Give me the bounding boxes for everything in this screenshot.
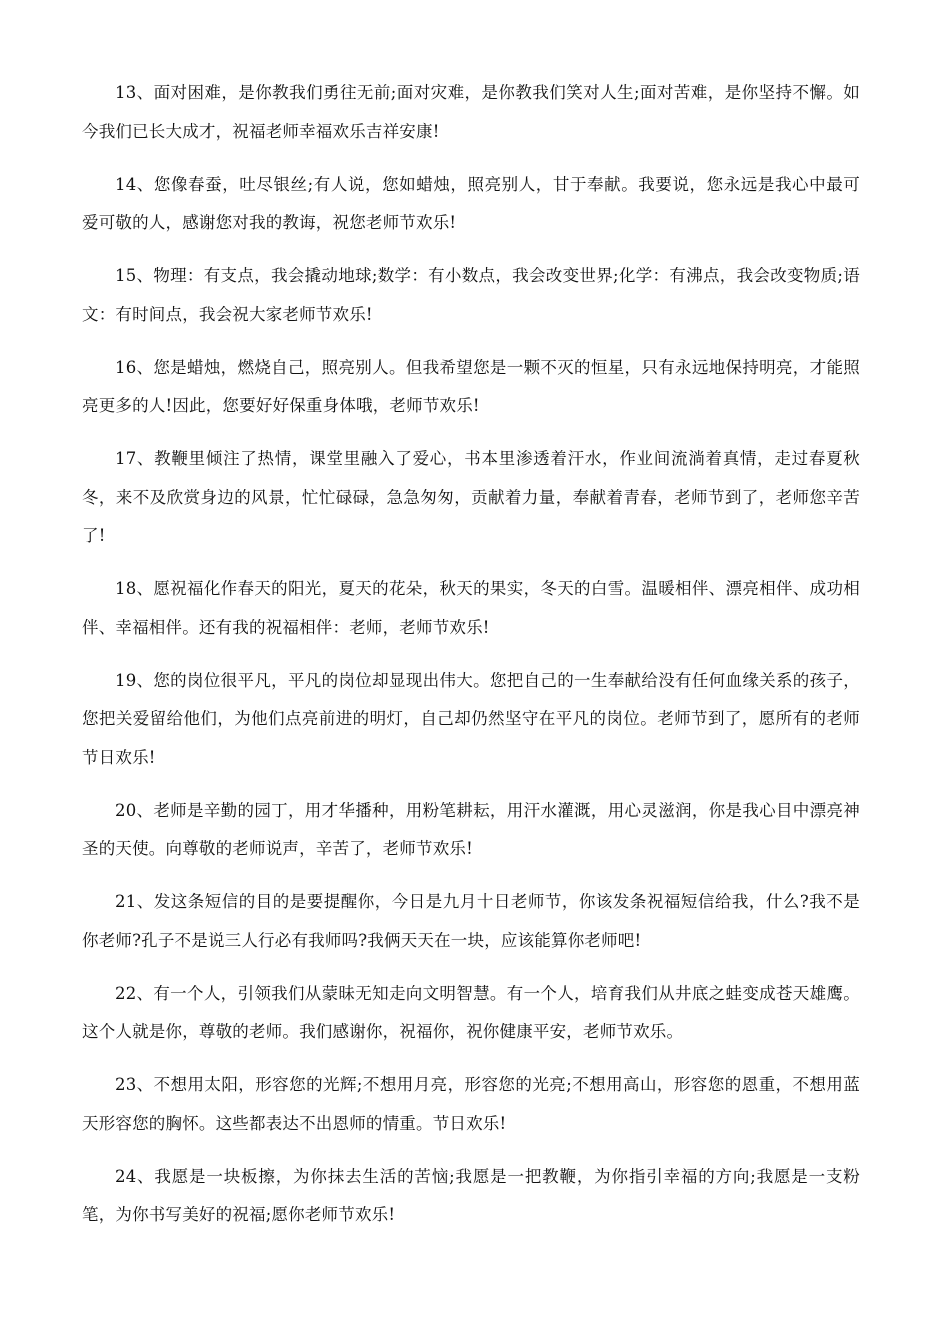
paragraph-23: 23、不想用太阳，形容您的光辉;不想用月亮，形容您的光亮;不想用高山，形容您的恩重，不想用蓝天形容您的胸怀。这些都表达不出恩师的情重。节日欢乐! xyxy=(82,1075,860,1133)
paragraph-16: 16、您是蜡烛，燃烧自己，照亮别人。但我希望您是一颗不灭的恒星，只有永远地保持明亮，才能照亮更多的人!因此，您要好好保重身体哦，老师节欢乐! xyxy=(82,357,860,415)
paragraph-24: 24、我愿是一块板擦，为你抹去生活的苦恼;我愿是一把教鞭，为你指引幸福的方向;我愿是一支粉笔，为你书写美好的祝福;愿你老师节欢乐! xyxy=(82,1166,860,1224)
document-body xyxy=(82,74,860,1249)
paragraph-19: 19、您的岗位很平凡，平凡的岗位却显现出伟大。您把自己的一生奉献给没有任何血缘关系的孩子，您把关爱留给他们，为他们点亮前进的明灯，自己却仍然坚守在平凡的岗位。老师节到了，愿所有的老师节日欢乐! xyxy=(82,670,860,767)
paragraph-15: 15、物理：有支点，我会撬动地球;数学：有小数点，我会改变世界;化学：有沸点，我会改变物质;语文：有时间点，我会祝大家老师节欢乐! xyxy=(82,266,860,324)
paragraph-22: 22、有一个人，引领我们从蒙昧无知走向文明智慧。有一个人，培育我们从井底之蛙变成苍天雄鹰。这个人就是你，尊敬的老师。我们感谢你，祝福你，祝你健康平安，老师节欢乐。 xyxy=(82,983,860,1041)
paragraph-21: 21、发这条短信的目的是要提醒你，今日是九月十日老师节，你该发条祝福短信给我，什么?我不是你老师?孔子不是说三人行必有我师吗?我俩天天在一块，应该能算你老师吧! xyxy=(82,892,860,950)
paragraph-13: 13、面对困难，是你教我们勇往无前;面对灾难，是你教我们笑对人生;面对苦难，是你坚持不懈。如今我们已长大成才，祝福老师幸福欢乐吉祥安康! xyxy=(82,83,860,141)
paragraph-20: 20、老师是辛勤的园丁，用才华播种，用粉笔耕耘，用汗水灌溉，用心灵滋润，你是我心目中漂亮神圣的天使。向尊敬的老师说声，辛苦了，老师节欢乐! xyxy=(82,800,860,858)
paragraph-14: 14、您像春蚕，吐尽银丝;有人说，您如蜡烛，照亮别人，甘于奉献。我要说，您永远是我心中最可爱可敬的人，感谢您对我的教诲，祝您老师节欢乐! xyxy=(82,174,860,232)
paragraph-17: 17、教鞭里倾注了热情，课堂里融入了爱心，书本里渗透着汗水，作业间流淌着真情，走过春夏秋冬，来不及欣赏身边的风景，忙忙碌碌，急急匆匆，贡献着力量，奉献着青春，老师节到了，老师您辛苦了! xyxy=(82,449,860,545)
paragraph-18: 18、愿祝福化作春天的阳光，夏天的花朵，秋天的果实，冬天的白雪。温暖相伴、漂亮相伴、成功相伴、幸福相伴。还有我的祝福相伴：老师，老师节欢乐! xyxy=(82,579,860,637)
